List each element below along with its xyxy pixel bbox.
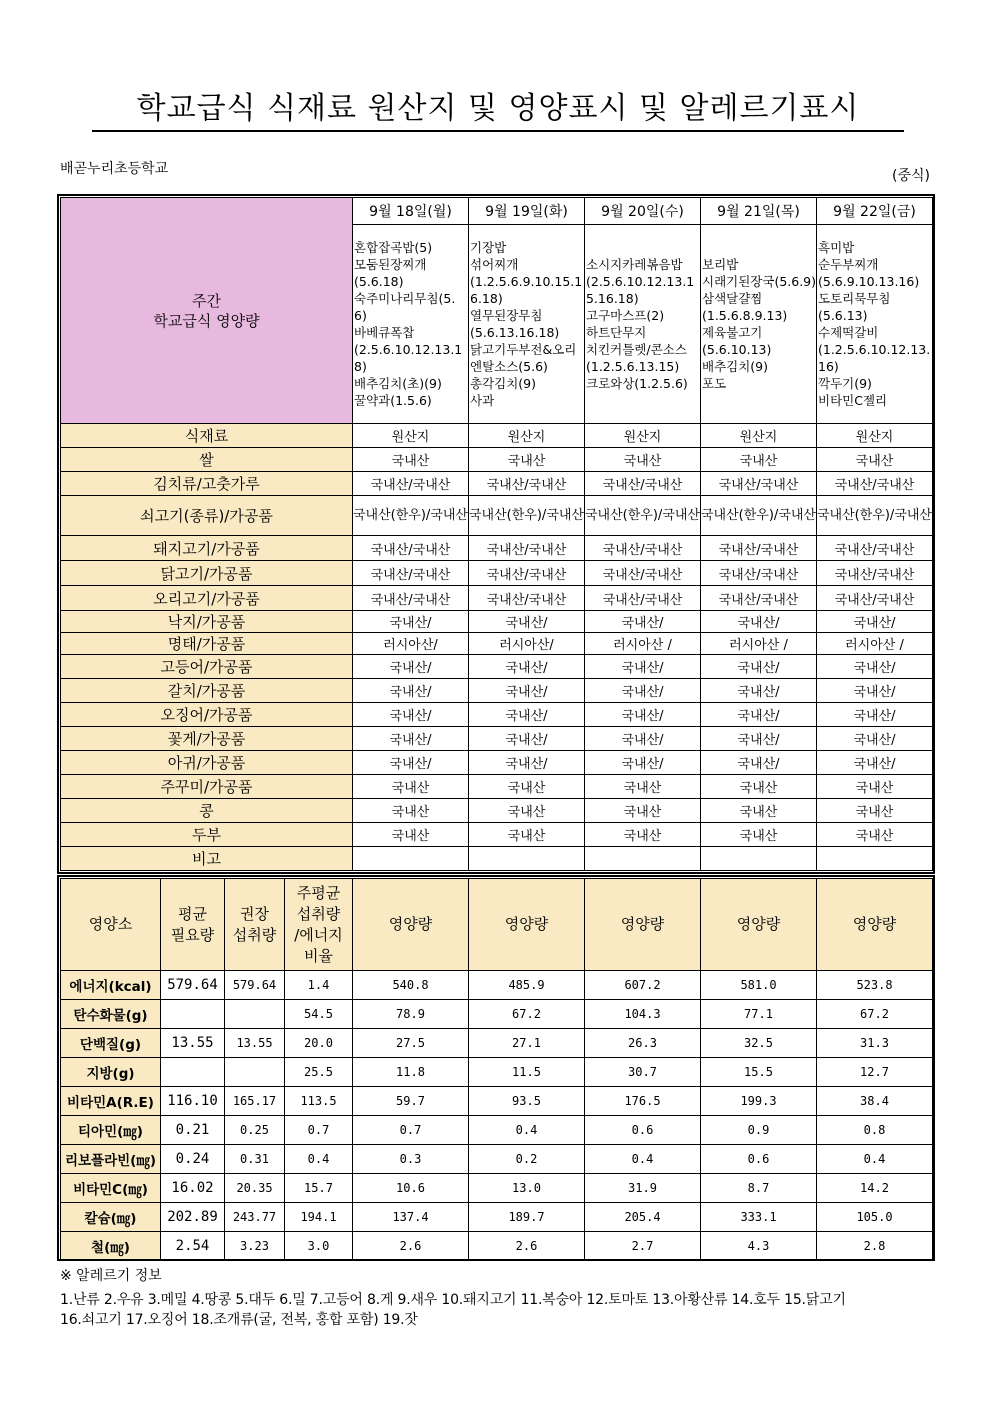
nutrient-amount: 0.6 (585, 1116, 701, 1145)
origin-cell: 국내산 (585, 448, 701, 472)
origin-cell: 국내산/ (469, 679, 585, 703)
menu-item: 도토리묵무침 (818, 291, 891, 306)
nutrient-amount: 137.4 (353, 1203, 469, 1232)
origin-cell: 국내산/ (585, 611, 701, 633)
origin-cell: 국내산/ (585, 751, 701, 775)
origin-cell: 러시아산 / (817, 633, 933, 655)
origin-cell: 국내산/ (817, 655, 933, 679)
menu-item: (5.6.10.13) (702, 342, 772, 357)
nutrient-amount: 4.3 (701, 1232, 817, 1261)
nutrient-amount: 77.1 (701, 1000, 817, 1029)
menu-item: 포도 (702, 376, 727, 391)
origin-row-label: 쌀 (61, 448, 353, 472)
amount-header: 영양량 (585, 879, 701, 971)
avg-requirement: 579.64 (161, 971, 225, 1000)
origin-cell: 국내산/ (701, 655, 817, 679)
menu-item: 기장밥 (470, 240, 507, 255)
origin-cell: 러시아산/ (353, 633, 469, 655)
origin-row-label: 돼지고기/가공품 (61, 536, 353, 561)
menu-item: 비타민C젤리 (818, 393, 888, 408)
nutrient-amount: 2.8 (817, 1232, 933, 1261)
avg-requirement: 0.21 (161, 1116, 225, 1145)
nutrient-name: 에너지(kcal) (61, 971, 161, 1000)
menu-item: 순두부찌개 (818, 257, 879, 272)
avg-requirement: 2.54 (161, 1232, 225, 1261)
origin-cell: 국내산/ (585, 679, 701, 703)
nutrient-name: 리보플라빈(㎎) (61, 1145, 161, 1174)
origin-cell: 원산지 (817, 424, 933, 448)
avg-requirement: 202.89 (161, 1203, 225, 1232)
menu-item: 사과 (470, 393, 495, 408)
nutrient-amount: 12.7 (817, 1058, 933, 1087)
origin-cell: 국내산(한우)/국내산 (469, 496, 585, 536)
nutrient-amount: 27.5 (353, 1029, 469, 1058)
nutrient-amount: 2.6 (353, 1232, 469, 1261)
allergy-line: 1.난류 2.우유 3.메밀 4.땅콩 5.대두 6.밀 7.고등어 8.게 9.새우 10.돼지고기 11.복숭아 12.토마토 13.아황산류 14.호두 15.닭고기 (60, 1292, 846, 1308)
nutrient-amount: 0.4 (817, 1145, 933, 1174)
menu-item: 크로와상(1.2.5.6) (586, 376, 688, 391)
menu-item: (5.6.18) (354, 274, 404, 289)
origin-cell: 국내산/ (469, 611, 585, 633)
nutrient-amount: 199.3 (701, 1087, 817, 1116)
menu-item: (5.6.13) (818, 308, 868, 323)
origin-cell: 국내산 (701, 823, 817, 847)
nutrient-amount: 0.9 (701, 1116, 817, 1145)
origin-cell: 국내산 (469, 799, 585, 823)
origin-cell: 국내산/ (353, 655, 469, 679)
menu-item: 시래기된장국(5.6.9) (702, 274, 817, 289)
origin-cell: 국내산(한우)/국내산 (585, 496, 701, 536)
origin-cell: 국내산 (353, 823, 469, 847)
origin-cell: 국내산/국내산 (817, 586, 933, 611)
nutrient-amount: 485.9 (469, 971, 585, 1000)
nutrient-amount: 0.3 (353, 1145, 469, 1174)
nutrient-amount: 31.9 (585, 1174, 701, 1203)
origin-row-label: 주꾸미/가공품 (61, 775, 353, 799)
origin-row-label: 김치류/고춧가루 (61, 472, 353, 496)
recommended-intake: 3.23 (225, 1232, 285, 1261)
nutrient-name: 단백질(g) (61, 1029, 161, 1058)
menu-item: (1.2.5.6.10.12.13.16) (818, 342, 931, 374)
nutrient-amount: 607.2 (585, 971, 701, 1000)
nutrient-amount: 67.2 (469, 1000, 585, 1029)
menu-item: 흑미밥 (818, 240, 855, 255)
nutrient-amount: 0.8 (817, 1116, 933, 1145)
menu-item: 삼색달걀찜 (702, 291, 763, 306)
recommended-intake: 0.31 (225, 1145, 285, 1174)
menu-item: 깍두기(9) (818, 376, 872, 391)
menu-item: 배추김치(초)(9) (354, 376, 442, 391)
amount-header: 영양량 (353, 879, 469, 971)
menu-item: 고구마스프(2) (586, 308, 665, 323)
menu-item: 혼합잡곡밥(5) (354, 240, 433, 255)
menu-item: 닭고기두부전&오리엔탈소스(5.6) (470, 342, 577, 374)
menu-item: (5.6.9.10.13.16) (818, 274, 920, 289)
origin-row-label: 고등어/가공품 (61, 655, 353, 679)
menu-item: 모둠된장찌개 (354, 257, 427, 272)
nutrient-amount: 0.7 (353, 1116, 469, 1145)
nutrient-name: 비타민A(R.E) (61, 1087, 161, 1116)
recommended-intake: 165.17 (225, 1087, 285, 1116)
recommended-intake-header: 권장 섭취량 (225, 879, 285, 971)
weekly-ratio: 194.1 (285, 1203, 353, 1232)
nutrient-amount: 205.4 (585, 1203, 701, 1232)
nutrient-amount: 78.9 (353, 1000, 469, 1029)
origin-row-label: 낙지/가공품 (61, 611, 353, 633)
menu-item: 바베큐폭찹 (354, 325, 415, 340)
origin-cell: 국내산/ (817, 611, 933, 633)
origin-cell: 국내산 (701, 448, 817, 472)
menu-item: (5.6.13.16.18) (470, 325, 560, 340)
origin-cell: 국내산/국내산 (701, 472, 817, 496)
origin-cell: 국내산 (585, 823, 701, 847)
weekly-average-header: 주평균 섭취량 /에너지 비율 (285, 879, 353, 971)
menu-item: 하트단무지 (586, 325, 647, 340)
menu-item: 치킨커틀렛/콘소스 (586, 342, 687, 357)
origin-cell: 국내산/국내산 (353, 561, 469, 586)
origin-cell: 국내산 (817, 775, 933, 799)
date-header: 9월 22일(금) (817, 198, 933, 225)
nutrient-name: 철(㎎) (61, 1232, 161, 1261)
origin-cell: 국내산 (817, 448, 933, 472)
nutrient-amount: 13.0 (469, 1174, 585, 1203)
nutrient-amount: 0.2 (469, 1145, 585, 1174)
menu-item: (1.2.5.6.13.15) (586, 359, 680, 374)
recommended-intake: 20.35 (225, 1174, 285, 1203)
origin-cell: 국내산 (353, 799, 469, 823)
nutrient-amount: 27.1 (469, 1029, 585, 1058)
origin-cell: 국내산/ (469, 751, 585, 775)
origin-cell: 국내산/국내산 (585, 561, 701, 586)
allergy-line: 16.쇠고기 17.오징어 18.조개류(굴, 전복, 홍합 포함) 19.잣 (60, 1312, 418, 1328)
origin-cell: 국내산 (353, 775, 469, 799)
nutrient-name: 칼슘(㎎) (61, 1203, 161, 1232)
origin-cell: 국내산/국내산 (817, 536, 933, 561)
menu-item: 숙주미나리무침(5.6) (354, 291, 456, 323)
origin-row-label: 명태/가공품 (61, 633, 353, 655)
weekly-nutrition-label: 주간 학교급식 영양량 (61, 198, 353, 424)
menu-item: 소시지카레볶음밥 (586, 257, 683, 272)
origin-cell: 국내산/국내산 (585, 586, 701, 611)
menu-item: 배추김치(9) (702, 359, 769, 374)
origin-cell: 원산지 (701, 424, 817, 448)
origin-cell: 러시아산 / (701, 633, 817, 655)
nutrient-header: 영양소 (61, 879, 161, 971)
origin-cell: 국내산 (585, 799, 701, 823)
nutrient-amount: 0.4 (469, 1116, 585, 1145)
allergy-title: ※ 알레르기 정보 (60, 1268, 162, 1284)
nutrient-amount: 26.3 (585, 1029, 701, 1058)
origin-cell: 국내산/국내산 (701, 561, 817, 586)
menu-item: (1.2.5.6.9.10.15.16.18) (470, 274, 583, 306)
weekly-ratio: 1.4 (285, 971, 353, 1000)
avg-requirement: 116.10 (161, 1087, 225, 1116)
origin-cell: 국내산/국내산 (817, 472, 933, 496)
origin-row-label: 닭고기/가공품 (61, 561, 353, 586)
nutrient-amount: 189.7 (469, 1203, 585, 1232)
nutrient-amount: 2.7 (585, 1232, 701, 1261)
origin-cell: 국내산 (817, 823, 933, 847)
origin-cell: 국내산/국내산 (701, 586, 817, 611)
nutrient-amount: 8.7 (701, 1174, 817, 1203)
menu-item: (2.5.6.10.12.13.15.16.18) (586, 274, 695, 306)
weekly-ratio: 54.5 (285, 1000, 353, 1029)
menu-item: (2.5.6.10.12.13.18) (354, 342, 463, 374)
date-header: 9월 21일(목) (701, 198, 817, 225)
origin-cell: 국내산 (701, 799, 817, 823)
origin-cell: 국내산/ (817, 703, 933, 727)
origin-cell: 국내산/국내산 (353, 472, 469, 496)
origin-row-label: 갈치/가공품 (61, 679, 353, 703)
origin-cell: 국내산(한우)/국내산 (353, 496, 469, 536)
origin-cell: 국내산 (353, 448, 469, 472)
allergy-info (60, 1290, 940, 1330)
origin-cell: 국내산/ (701, 727, 817, 751)
origin-row-label: 오징어/가공품 (61, 703, 353, 727)
recommended-intake: 0.25 (225, 1116, 285, 1145)
date-header: 9월 18일(월) (353, 198, 469, 225)
origin-cell: 국내산/ (585, 727, 701, 751)
amount-header: 영양량 (701, 879, 817, 971)
menu-item: 수제떡갈비 (818, 325, 879, 340)
nutrient-amount: 14.2 (817, 1174, 933, 1203)
weekly-ratio: 20.0 (285, 1029, 353, 1058)
origin-cell: 국내산/국내산 (469, 561, 585, 586)
origin-row-label: 쇠고기(종류)/가공품 (61, 496, 353, 536)
nutrient-amount: 105.0 (817, 1203, 933, 1232)
nutrient-amount: 0.6 (701, 1145, 817, 1174)
nutrient-amount: 540.8 (353, 971, 469, 1000)
origin-cell: 국내산/ (353, 727, 469, 751)
origin-cell: 국내산 (469, 448, 585, 472)
origin-frame (57, 194, 935, 874)
origin-row-label: 오리고기/가공품 (61, 586, 353, 611)
meal-type: (중식) (892, 168, 930, 184)
nutrient-amount: 11.5 (469, 1058, 585, 1087)
origin-cell: 국내산/ (701, 703, 817, 727)
origin-cell: 국내산/ (585, 655, 701, 679)
amount-header: 영양량 (469, 879, 585, 971)
nutrient-name: 비타민C(㎎) (61, 1174, 161, 1203)
nutrient-amount: 11.8 (353, 1058, 469, 1087)
nutrient-amount: 32.5 (701, 1029, 817, 1058)
origin-row-label: 두부 (61, 823, 353, 847)
origin-cell: 국내산/ (469, 703, 585, 727)
origin-cell: 국내산/ (701, 611, 817, 633)
origin-cell: 국내산/ (469, 655, 585, 679)
nutrient-amount: 30.7 (585, 1058, 701, 1087)
origin-cell: 국내산/국내산 (469, 536, 585, 561)
nutrient-amount: 104.3 (585, 1000, 701, 1029)
origin-cell: 국내산/ (469, 727, 585, 751)
date-header: 9월 19일(화) (469, 198, 585, 225)
menu-item: 제육불고기 (702, 325, 763, 340)
nutrient-amount: 10.6 (353, 1174, 469, 1203)
menu-item: (1.5.6.8.9.13) (702, 308, 788, 323)
origin-cell: 원산지 (585, 424, 701, 448)
origin-cell: 국내산/ (817, 727, 933, 751)
nutrient-name: 지방(g) (61, 1058, 161, 1087)
origin-cell: 국내산 (585, 775, 701, 799)
origin-cell: 원산지 (469, 424, 585, 448)
nutrient-amount: 31.3 (817, 1029, 933, 1058)
origin-cell: 러시아산 / (585, 633, 701, 655)
nutrient-amount: 2.6 (469, 1232, 585, 1261)
nutrient-name: 탄수화물(g) (61, 1000, 161, 1029)
origin-cell: 국내산(한우)/국내산 (817, 496, 933, 536)
origin-cell: 국내산/ (701, 679, 817, 703)
origin-cell: 국내산/국내산 (585, 472, 701, 496)
origin-cell: 국내산/국내산 (469, 586, 585, 611)
nutrient-amount: 93.5 (469, 1087, 585, 1116)
date-header: 9월 20일(수) (585, 198, 701, 225)
nutrition-frame (57, 875, 935, 1261)
origin-row-label: 아귀/가공품 (61, 751, 353, 775)
origin-cell: 러시아산/ (469, 633, 585, 655)
origin-cell: 국내산/ (353, 611, 469, 633)
nutrient-name: 티아민(㎎) (61, 1116, 161, 1145)
origin-row-label: 식재료 (61, 424, 353, 448)
menu-item: 꿀약과(1.5.6) (354, 393, 432, 408)
origin-cell: 국내산/국내산 (353, 586, 469, 611)
weekly-ratio: 113.5 (285, 1087, 353, 1116)
origin-cell: 국내산/ (353, 679, 469, 703)
origin-cell: 국내산/ (353, 703, 469, 727)
menu-item: 섞어찌개 (470, 257, 519, 272)
weekly-ratio: 25.5 (285, 1058, 353, 1087)
page-title: 학교급식 식재료 원산지 및 영양표시 및 알레르기표시 (92, 88, 904, 132)
menu-item: 열무된장무침 (470, 308, 543, 323)
origin-cell: 국내산/ (701, 751, 817, 775)
origin-row-label: 비고 (61, 847, 353, 871)
origin-cell: 국내산/국내산 (585, 536, 701, 561)
origin-cell: 국내산/ (817, 679, 933, 703)
origin-cell: 국내산 (469, 823, 585, 847)
nutrient-amount: 59.7 (353, 1087, 469, 1116)
avg-requirement: 0.24 (161, 1145, 225, 1174)
origin-cell: 국내산/국내산 (701, 536, 817, 561)
origin-cell: 국내산/ (353, 751, 469, 775)
nutrient-amount: 333.1 (701, 1203, 817, 1232)
weekly-ratio: 15.7 (285, 1174, 353, 1203)
nutrient-amount: 67.2 (817, 1000, 933, 1029)
nutrient-amount: 0.4 (585, 1145, 701, 1174)
origin-cell: 국내산(한우)/국내산 (701, 496, 817, 536)
nutrient-amount: 15.5 (701, 1058, 817, 1087)
menu-item: 보리밥 (702, 257, 739, 272)
avg-requirement: 16.02 (161, 1174, 225, 1203)
nutrient-amount: 523.8 (817, 971, 933, 1000)
nutrient-amount: 176.5 (585, 1087, 701, 1116)
origin-cell: 국내산 (817, 799, 933, 823)
recommended-intake: 579.64 (225, 971, 285, 1000)
weekly-ratio: 0.4 (285, 1145, 353, 1174)
origin-cell: 국내산 (469, 775, 585, 799)
menu-item: 총각김치(9) (470, 376, 537, 391)
origin-cell: 국내산/ (585, 703, 701, 727)
avg-requirement-header: 평균 필요량 (161, 879, 225, 971)
origin-cell: 국내산/ (817, 751, 933, 775)
avg-requirement: 13.55 (161, 1029, 225, 1058)
nutrient-amount: 581.0 (701, 971, 817, 1000)
origin-cell: 국내산/국내산 (353, 536, 469, 561)
origin-row-label: 콩 (61, 799, 353, 823)
recommended-intake: 13.55 (225, 1029, 285, 1058)
school-name: 배곧누리초등학교 (60, 161, 169, 177)
amount-header: 영양량 (817, 879, 933, 971)
nutrient-amount: 38.4 (817, 1087, 933, 1116)
weekly-ratio: 3.0 (285, 1232, 353, 1261)
recommended-intake: 243.77 (225, 1203, 285, 1232)
origin-cell: 국내산/국내산 (817, 561, 933, 586)
weekly-ratio: 0.7 (285, 1116, 353, 1145)
origin-row-label: 꽃게/가공품 (61, 727, 353, 751)
origin-cell: 국내산 (701, 775, 817, 799)
origin-cell: 국내산/국내산 (469, 472, 585, 496)
origin-cell: 원산지 (353, 424, 469, 448)
